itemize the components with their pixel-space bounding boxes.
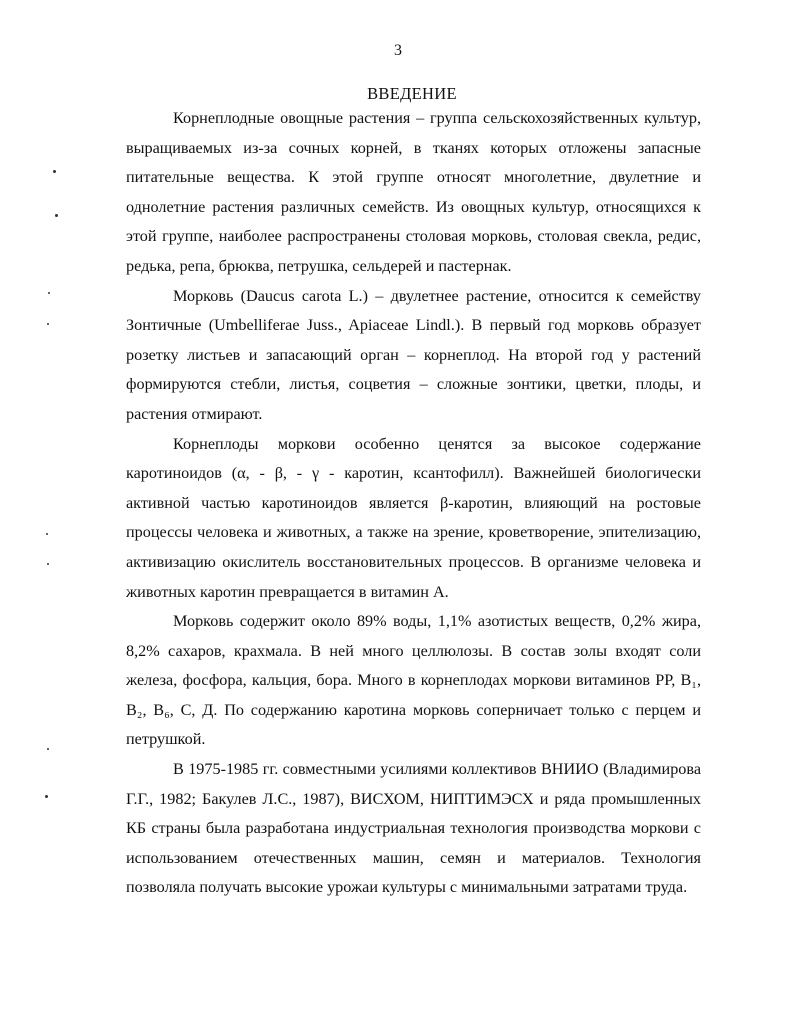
paragraph-carotenoids: Корнеплоды моркови особенно ценятся за высокое содержание каротиноидов (α, - β, - γ - каротин, ксантофилл). Важнейшей биологически активной частью каротиноидов является β-каротин, влияющий на ростовые процессы человека и животных, а также на зрение, кроветворение, эпителизацию, активизацию окислитель восстановительных процессов. В организме человека и животных каротин превращается в витамин А.	[126, 434, 701, 601]
scan-speck	[47, 748, 49, 750]
scan-speck	[45, 795, 48, 798]
scan-speck	[48, 292, 50, 294]
scan-speck	[46, 533, 48, 535]
scan-speck	[53, 170, 56, 173]
page-number: 3	[394, 42, 402, 59]
paragraph-technology-history: В 1975-1985 гг. совместными усилиями коллективов ВНИИО (Владимирова Г.Г., 1982; Бакулев Л.С., 1987), ВИСХОМ, НИПТИМЭСХ и ряда промышленных КБ страны была разработана индустриальная технология производства моркови с использованием отечественных машин, семян и материалов. Технология позволяла получать высокие урожаи культуры с минимальными затратами труда.	[126, 760, 701, 897]
section-heading: ВВЕДЕНИЕ	[367, 84, 457, 103]
scan-speck	[47, 323, 49, 325]
paragraph-root-crops: Корнеплодные овощные растения – группа сельскохозяйственных культур, выращиваемых из-за сочных корней, в тканях которых отложены запасные питательные вещества. К этой группе относят многолетние, двулетние и однолетние растения различных семейств. Из овощных культур, относящихся к этой группе, наиболее распространены столовая морковь, столовая свекла, редис, редька, репа, брюква, петрушка, сельдерей и пастернак.	[126, 109, 701, 275]
paragraph-composition: Морковь содержит около 89% воды, 1,1% азотистых веществ, 0,2% жира, 8,2% сахаров, крахмала. В ней много целлюлозы. В состав золы входят соли железа, фосфора, кальция, бора. Много в корнеплодах моркови витаминов РР, B₁, B₂, B₆, С, Д. По содержанию каротина морковь соперничает только с перцем и петрушкой.	[126, 612, 701, 749]
scan-speck	[55, 214, 58, 217]
scan-speck	[47, 563, 49, 565]
body-text	[126, 104, 701, 903]
paragraph-carrot-description: Морковь (Daucus carota L.) – двулетнее растение, относится к семейству Зонтичные (Umbelliferae Juss., Apiaceae Lindl.). В первый год морковь образует розетку листьев и запасающий орган – корнеплод. На второй год у растений формируются стебли, листья, соцветия – сложные зонтики, цветки, плоды, и растения отмирают.	[126, 286, 701, 423]
